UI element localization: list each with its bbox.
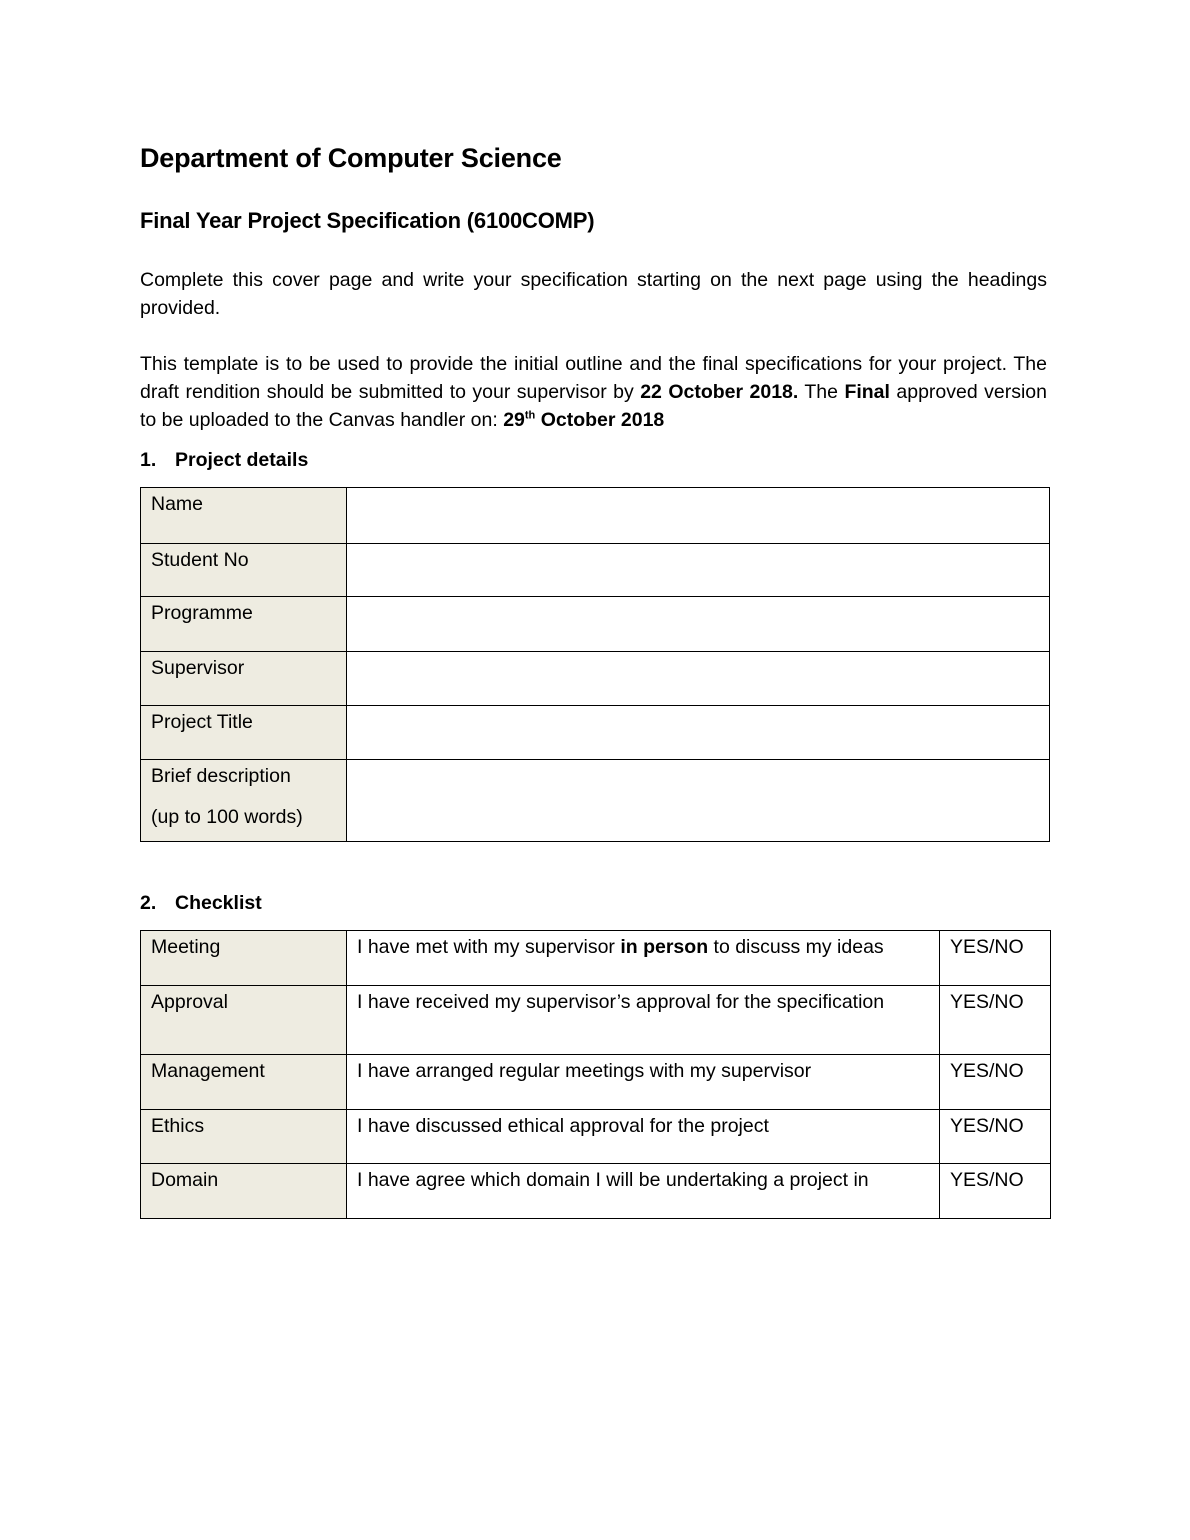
meeting-statement: I have met with my supervisor in person to discuss my ideas: [347, 931, 940, 986]
student-no-label: Student No: [141, 544, 347, 597]
domain-label: Domain: [141, 1164, 347, 1219]
approval-label: Approval: [141, 986, 347, 1055]
final-deadline: 29th October 2018: [503, 409, 665, 431]
student-no-field[interactable]: [347, 544, 1050, 597]
template-note-text-b: The: [798, 381, 845, 403]
section-number: 2.: [140, 892, 157, 914]
domain-answer[interactable]: YES/NO: [940, 1164, 1051, 1219]
management-label: Management: [141, 1055, 347, 1110]
meeting-label: Meeting: [141, 931, 347, 986]
section-number: 1.: [140, 449, 157, 471]
programme-field[interactable]: [347, 597, 1050, 652]
name-field[interactable]: [347, 488, 1050, 544]
department-heading: Department of Computer Science: [140, 143, 562, 173]
intro-paragraph: Complete this cover page and write your specification starting on the next page using the headings provided.: [140, 269, 1047, 319]
draft-deadline: 22 October 2018.: [640, 381, 799, 403]
programme-label: Programme: [141, 597, 347, 652]
section-title: Project details: [175, 449, 309, 471]
brief-description-field[interactable]: [347, 760, 1050, 842]
project-title-label: Project Title: [141, 706, 347, 760]
brief-description-label: Brief description (up to 100 words): [141, 760, 347, 842]
ethics-statement: I have discussed ethical approval for the project: [347, 1110, 940, 1164]
table-row: [141, 1055, 1051, 1110]
project-details-table: [140, 487, 1050, 842]
table-row: [141, 706, 1050, 760]
section-title: Checklist: [175, 892, 262, 914]
table-row: [141, 931, 1051, 986]
project-title-field[interactable]: [347, 706, 1050, 760]
management-statement: I have arranged regular meetings with my supervisor: [347, 1055, 940, 1110]
approval-statement: I have received my supervisor’s approval for the specification: [347, 986, 940, 1055]
table-row: [141, 652, 1050, 706]
template-note-text-a: This template is to be used to provide the initial outline and the final specifications for your project. The draft rendition should be submitted to your supervisor by: [140, 353, 1047, 403]
ethics-label: Ethics: [141, 1110, 347, 1164]
table-row: [141, 488, 1050, 544]
ethics-answer[interactable]: YES/NO: [940, 1110, 1051, 1164]
document-title: Final Year Project Specification (6100COMP): [140, 208, 595, 233]
template-note-text-c: approved version to be uploaded to the Canvas handler on:: [140, 381, 1047, 431]
checklist-table: [140, 930, 1051, 1219]
section-heading-project-details: [140, 449, 308, 472]
table-row: [141, 760, 1050, 842]
final-word: Final: [844, 381, 890, 403]
table-row: [141, 986, 1051, 1055]
template-note-paragraph: [140, 350, 1047, 434]
table-row: [141, 1110, 1051, 1164]
table-row: [141, 597, 1050, 652]
management-answer[interactable]: YES/NO: [940, 1055, 1051, 1110]
table-row: [141, 544, 1050, 597]
supervisor-label: Supervisor: [141, 652, 347, 706]
approval-answer[interactable]: YES/NO: [940, 986, 1051, 1055]
meeting-answer[interactable]: YES/NO: [940, 931, 1051, 986]
supervisor-field[interactable]: [347, 652, 1050, 706]
section-heading-checklist: [140, 892, 262, 915]
table-row: [141, 1164, 1051, 1219]
domain-statement: I have agree which domain I will be undertaking a project in: [347, 1164, 940, 1219]
name-label: Name: [141, 488, 347, 544]
